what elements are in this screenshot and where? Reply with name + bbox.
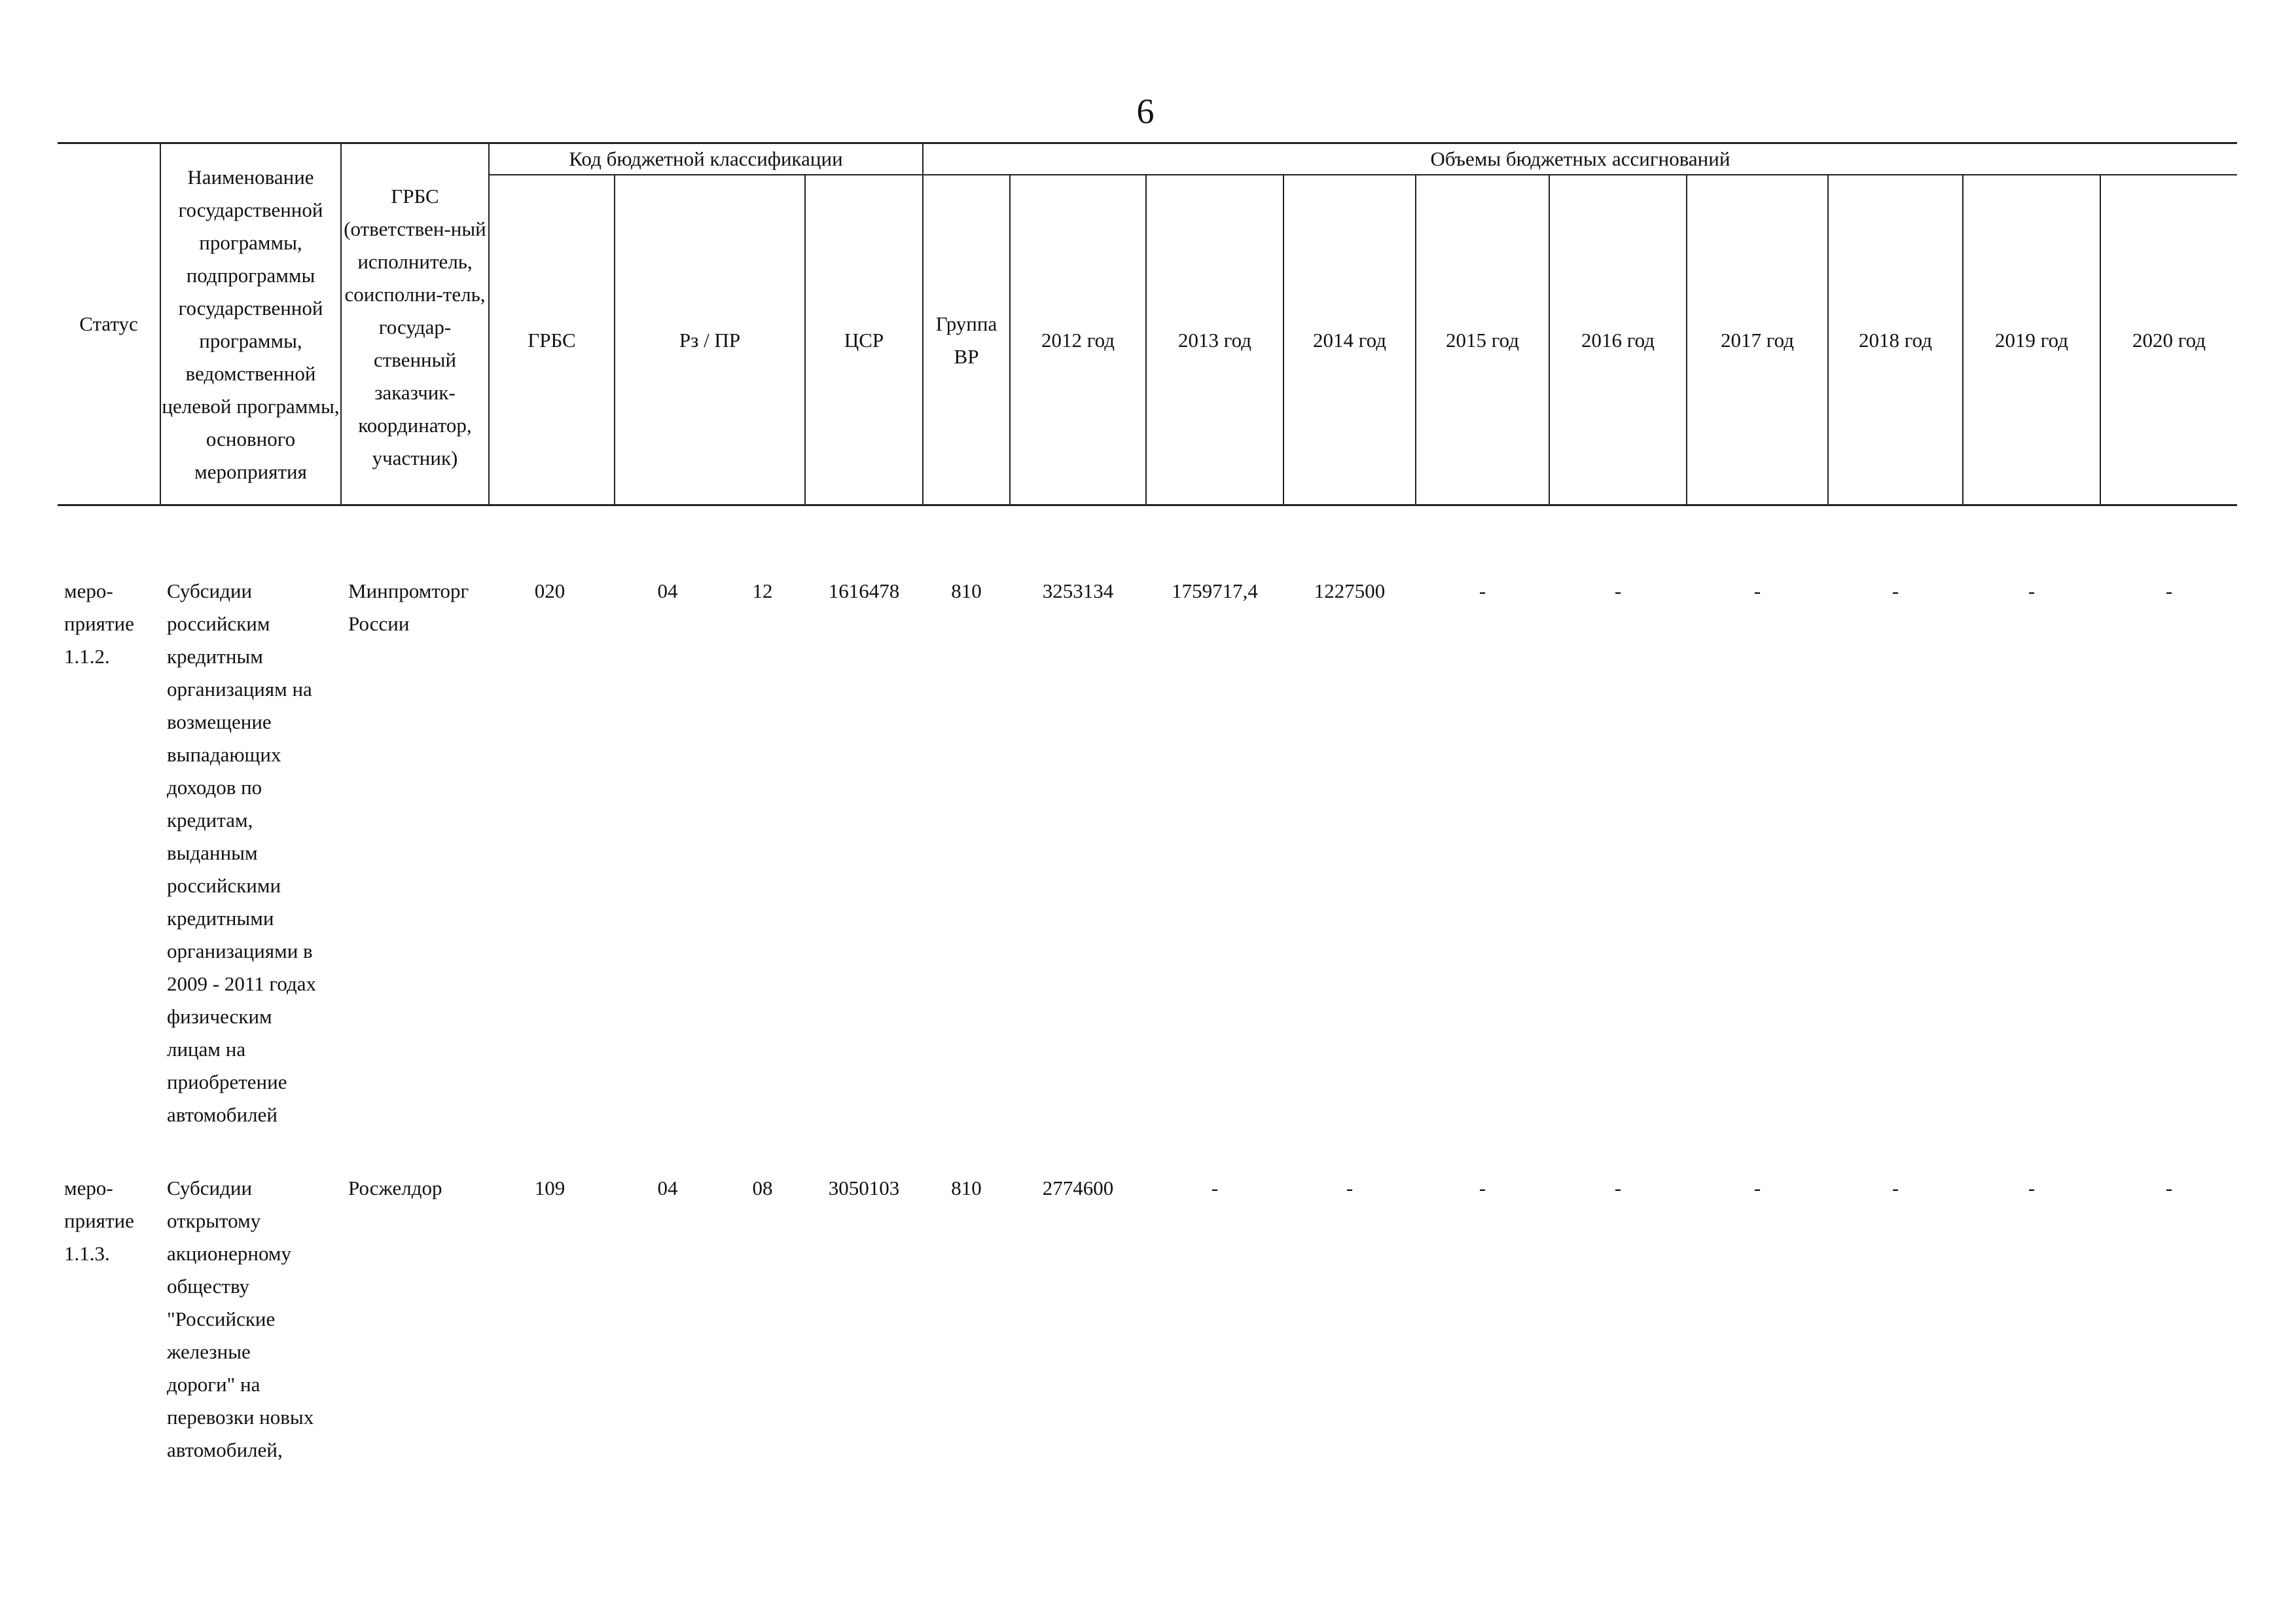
row-vr-code: 810 <box>951 579 982 602</box>
header-year: 2020 год <box>2132 329 2206 352</box>
header-budget-code-group: Код бюджетной классификации <box>569 147 843 170</box>
row-value-2013: - <box>1211 1176 1219 1199</box>
page-number: 6 <box>1136 92 1155 131</box>
header-year: 2016 год <box>1581 329 1655 352</box>
row-pr-code: 08 <box>752 1176 773 1199</box>
row-value-2014: - <box>1346 1176 1354 1199</box>
row-value-2018: - <box>1892 1176 1899 1199</box>
row-grbs-name: Росжелдор <box>348 1176 442 1199</box>
header-year: 2019 год <box>1994 329 2069 352</box>
row-rz-code: 04 <box>657 1176 678 1199</box>
row-program-name: Субсидии российским кредитным организациям на возмещение выпадающих доходов по кредитам, выданным российскими кредитными организациями в 2009 - 2011 годах физическим лицам на приобретение автомобилей <box>167 579 317 1126</box>
row-value-2020: - <box>2165 1176 2173 1199</box>
header-csr: ЦСР <box>844 329 884 352</box>
row-value-2018: - <box>1892 579 1899 602</box>
row-value-2017: - <box>1753 579 1761 602</box>
row-value-2019: - <box>2028 579 2036 602</box>
row-value-2012: 3253134 <box>1042 579 1114 602</box>
row-program-name: Субсидии открытому акционерному обществу "Российские железные дороги" на перевозки новых автомобилей, <box>167 1176 314 1461</box>
row-grbs-name: Минпромторг России <box>348 579 469 635</box>
header-grbs-role: ГРБС (ответствен-ный исполнитель, соисполни-тель, государ-ственный заказчик-координатор, участник) <box>344 185 486 469</box>
row-csr-code: 1616478 <box>828 579 900 602</box>
row-status: меро- приятие 1.1.3. <box>64 1176 134 1265</box>
header-year: 2014 год <box>1312 329 1387 352</box>
header-grbs: ГРБС <box>528 329 576 352</box>
header-year: 2013 год <box>1177 329 1252 352</box>
row-grbs-code: 020 <box>534 579 565 602</box>
header-status: Статус <box>79 312 138 335</box>
row-vr-code: 810 <box>951 1176 982 1199</box>
header-budget-volumes-group: Объемы бюджетных ассигнований <box>1430 147 1731 170</box>
row-grbs-code: 109 <box>534 1176 565 1199</box>
row-value-2016: - <box>1614 579 1622 602</box>
header-year: 2012 год <box>1041 329 1115 352</box>
row-value-2019: - <box>2028 1176 2036 1199</box>
row-value-2015: - <box>1479 1176 1486 1199</box>
header-year: 2018 год <box>1858 329 1933 352</box>
header-bottom-border <box>58 504 2237 506</box>
row-value-2014: 1227500 <box>1314 579 1386 602</box>
row-value-2016: - <box>1614 1176 1622 1199</box>
row-rz-code: 04 <box>657 579 678 602</box>
row-value-2013: 1759717,4 <box>1172 579 1258 602</box>
row-pr-code: 12 <box>752 579 773 602</box>
header-vr-group: Группа ВР <box>935 312 997 368</box>
row-value-2020: - <box>2165 579 2173 602</box>
row-status: меро- приятие 1.1.2. <box>64 579 134 668</box>
header-year: 2015 год <box>1445 329 1520 352</box>
header-program-name: Наименование государственной программы, подпрограммы государственной программы, ведомственной целевой программы, основного мероприятия <box>162 166 340 483</box>
row-value-2012: 2774600 <box>1042 1176 1114 1199</box>
header-year: 2017 год <box>1720 329 1795 352</box>
header-rz-pr: Рз / ПР <box>679 329 741 352</box>
row-value-2017: - <box>1753 1176 1761 1199</box>
row-value-2015: - <box>1479 579 1486 602</box>
row-csr-code: 3050103 <box>828 1176 900 1199</box>
